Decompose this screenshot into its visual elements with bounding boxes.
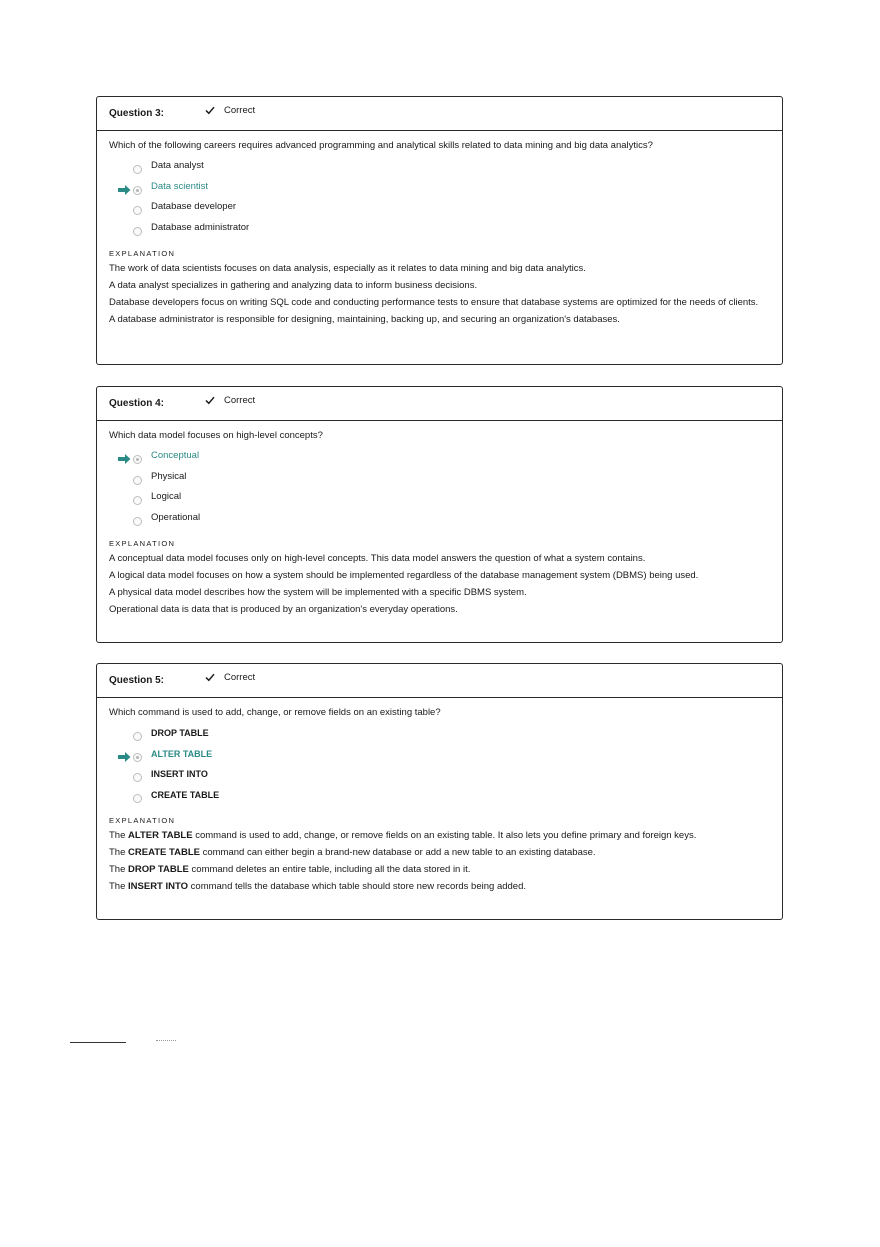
answer-option[interactable] [109,470,770,494]
radio-button[interactable] [133,517,142,526]
answer-option-label: DROP TABLE [151,728,209,738]
question-header [97,97,782,131]
correct-answer-arrow-icon [118,454,131,464]
radio-button[interactable] [133,753,142,762]
answer-option[interactable] [109,729,770,750]
answer-option-label: Physical [151,470,187,482]
answer-option-label: Database developer [151,201,237,212]
answer-option-label: INSERT INTO [151,769,208,779]
answer-option[interactable] [109,511,770,535]
correct-answer-arrow-icon [118,185,131,195]
question-card-5 [96,663,783,920]
explanation-line: A physical data model describes how the system will be implemented with a specific DBMS system. [109,587,527,598]
answer-option-label: CREATE TABLE [151,789,220,800]
explanation [109,263,770,327]
correct-answer-arrow-icon [118,752,131,762]
result-status-label: Correct [224,105,256,116]
answer-option[interactable] [109,180,770,204]
answer-list [109,162,770,244]
radio-button[interactable] [133,732,142,741]
explanation-heading: EXPLANATION [109,249,176,258]
result-status-label: Correct [224,395,256,406]
answer-option-label: ALTER TABLE [151,748,213,759]
explanation-line: The ALTER TABLE command is used to add, change, or remove fields on an existing table. It also lets you define primary and foreign keys. [109,830,697,841]
radio-button[interactable] [133,496,142,505]
radio-button[interactable] [133,476,142,485]
checkmark-icon [205,673,215,682]
result-status [205,105,255,116]
explanation-line: The CREATE TABLE command can either begin a brand-new database or add a new table to an existing database. [109,847,596,858]
answer-option-label: Operational [151,511,201,523]
explanation-line: Database developers focus on writing SQL code and conducting performance tests to ensure that database systems are optimized for the needs of clients. [109,297,759,308]
answer-option[interactable] [109,221,770,245]
result-status [205,395,255,406]
explanation [109,553,770,617]
answer-option-label: Conceptual [151,450,200,461]
question-header [97,664,782,698]
radio-button[interactable] [133,794,142,803]
explanation-line: The INSERT INTO command tells the database which table should store new records being added. [109,881,526,892]
question-card-4 [96,386,783,643]
answer-option[interactable] [109,452,770,473]
answer-option[interactable] [109,770,770,791]
question-prompt: Which data model focuses on high-level concepts? [109,430,323,441]
answer-list [109,729,770,811]
footer-mark [156,1040,176,1044]
answer-option-label: Data scientist [151,180,209,192]
answer-option[interactable] [109,750,770,771]
question-number: Question 5: [109,675,165,686]
explanation-heading: EXPLANATION [109,539,176,548]
answer-option[interactable] [109,162,770,183]
radio-button[interactable] [133,206,142,215]
radio-button[interactable] [133,227,142,236]
explanation-line: A logical data model focuses on how a system should be implemented regardless of the database management system (DBMS) being used. [109,570,699,581]
checkmark-icon [205,106,215,115]
explanation-line: The DROP TABLE command deletes an entire table, including all the data stored in it. [109,864,471,875]
question-body [97,698,782,910]
explanation-heading: EXPLANATION [109,816,176,825]
question-prompt: Which of the following careers requires advanced programming and analytical skills related to data mining and big data analytics? [109,140,653,151]
radio-button[interactable] [133,186,142,195]
question-prompt: Which command is used to add, change, or remove fields on an existing table? [109,707,441,718]
question-body [97,131,782,343]
explanation [109,830,770,894]
answer-option-label: Database administrator [151,221,250,233]
answer-option-label: Logical [151,491,182,502]
result-status-label: Correct [224,672,256,683]
radio-button[interactable] [133,773,142,782]
question-number: Question 4: [109,398,165,409]
question-card-3 [96,96,783,365]
footer-divider [70,1042,126,1043]
answer-option[interactable] [109,203,770,224]
question-body [97,421,782,633]
answer-option[interactable] [109,493,770,514]
radio-button[interactable] [133,455,142,464]
result-status [205,672,255,683]
question-header [97,387,782,421]
question-number: Question 3: [109,108,165,119]
answer-option[interactable] [109,791,770,812]
explanation-line: A conceptual data model focuses only on high-level concepts. This data model answers the question of what a system contains. [109,553,646,564]
explanation-line: Operational data is data that is produced by an organization's everyday operations. [109,604,458,615]
answer-option-label: Data analyst [151,160,204,171]
explanation-line: A data analyst specializes in gathering and analyzing data to inform business decisions. [109,280,478,291]
checkmark-icon [205,396,215,405]
radio-button[interactable] [133,165,142,174]
explanation-line: A database administrator is responsible for designing, maintaining, backing up, and securing an organization's databases. [109,314,620,325]
explanation-line: The work of data scientists focuses on data analysis, especially as it relates to data mining and big data analytics. [109,263,586,274]
answer-list [109,452,770,534]
